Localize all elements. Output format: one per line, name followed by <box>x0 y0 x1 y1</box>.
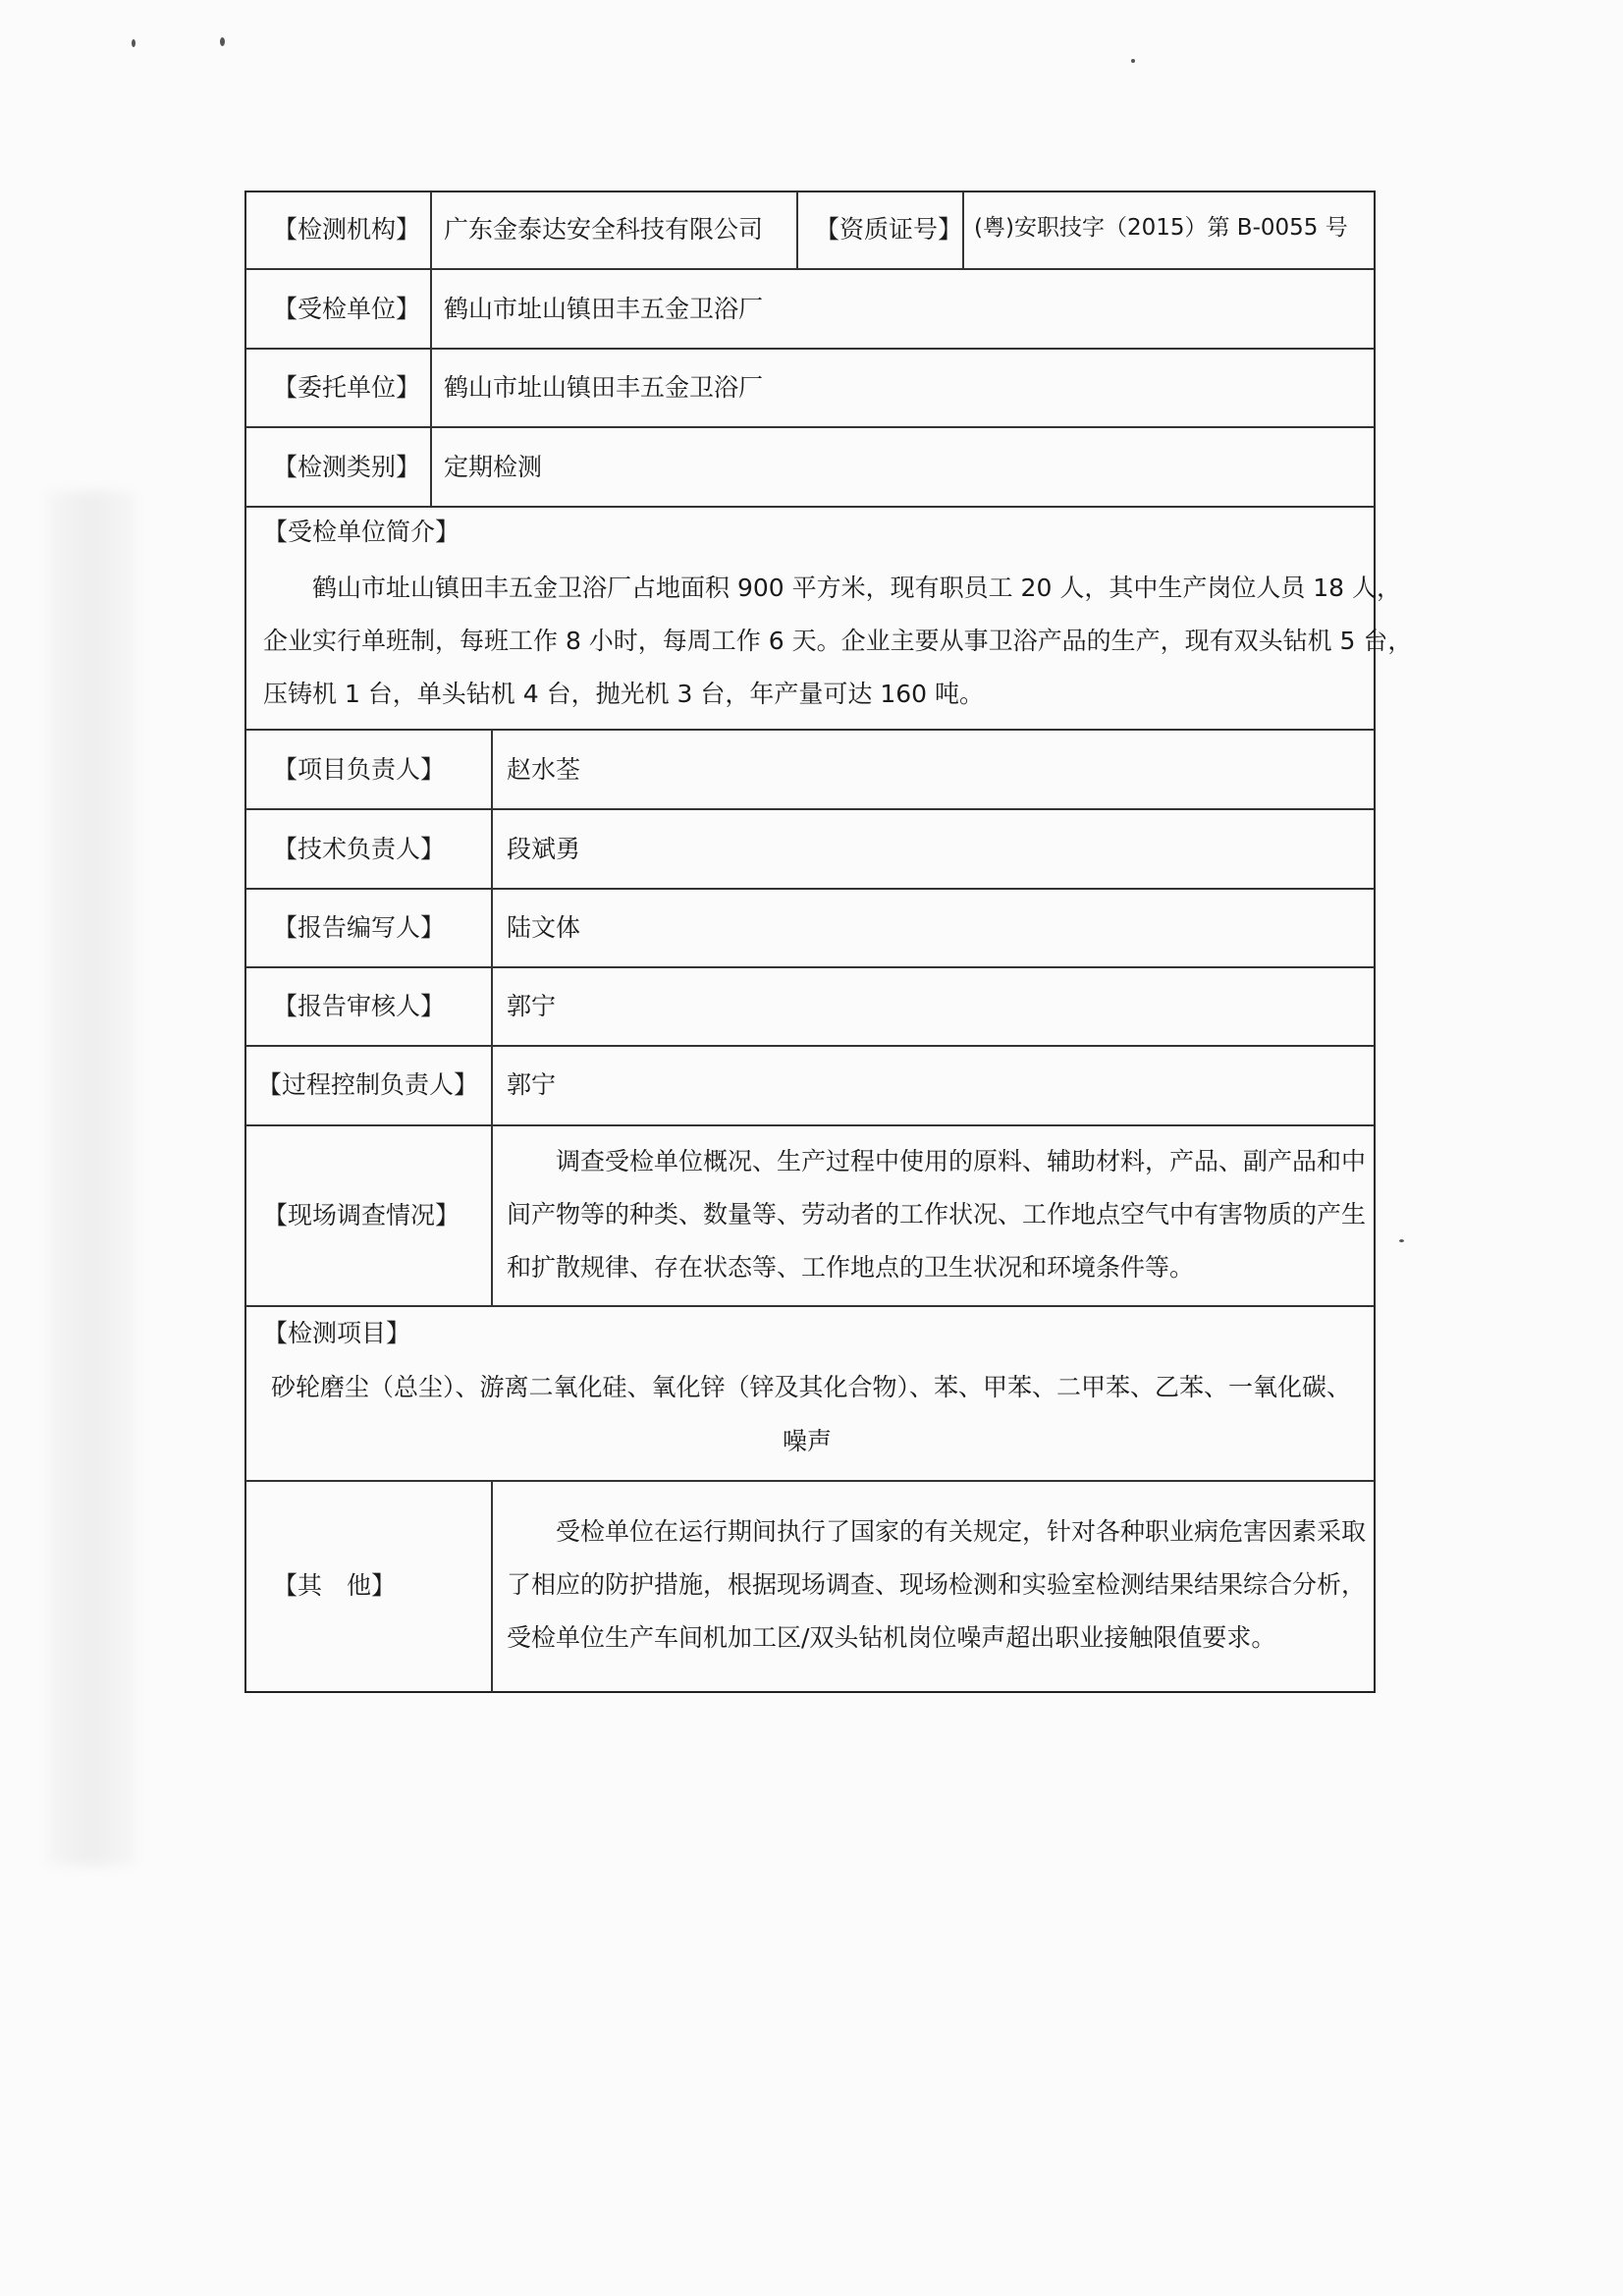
other-line-3: 受检单位生产车间机加工区/双头钻机岗位噪声超出职业接触限值要求。 <box>507 1623 1276 1652</box>
survey-label: 【现场调查情况】 <box>263 1201 460 1230</box>
qualification-value: (粤)安职技字（2015）第 B-0055 号 <box>974 215 1348 241</box>
qualification-label: 【资质证号】 <box>815 215 963 244</box>
institution-label: 【检测机构】 <box>273 215 421 244</box>
column-divider <box>491 1480 493 1692</box>
scan-speck <box>220 37 225 46</box>
row-divider <box>245 426 1375 428</box>
other-label: 【其 他】 <box>273 1571 397 1600</box>
column-divider <box>796 191 798 268</box>
project-lead-value: 赵水荃 <box>507 755 581 784</box>
row-divider <box>245 966 1375 968</box>
intro-line-1: 鹤山市址山镇田丰五金卫浴厂占地面积 900 平方米，现有职员工 20 人，其中生产岗位人员 18 人， <box>312 574 1402 602</box>
row-divider <box>245 1045 1375 1047</box>
inspected-unit-label: 【受检单位】 <box>273 295 421 323</box>
entrusting-unit-value: 鹤山市址山镇田丰五金卫浴厂 <box>444 373 764 402</box>
survey-line-3: 和扩散规律、存在状态等、工作地点的卫生状况和环境条件等。 <box>507 1253 1195 1282</box>
institution-value: 广东金泰达安全科技有限公司 <box>444 215 764 244</box>
row-divider <box>245 268 1375 270</box>
category-label: 【检测类别】 <box>273 453 421 481</box>
reviewer-value: 郭宁 <box>507 992 557 1020</box>
row-divider <box>245 1124 1375 1126</box>
intro-label: 【受检单位简介】 <box>263 518 460 546</box>
survey-line-2: 间产物等的种类、数量等、劳动者的工作状况、工作地点空气中有害物质的产生 <box>507 1200 1367 1229</box>
scan-bleed-through <box>47 491 135 1866</box>
row-divider <box>245 729 1375 731</box>
row-divider <box>245 348 1375 350</box>
author-value: 陆文体 <box>507 913 581 942</box>
author-label: 【报告编写人】 <box>273 913 446 942</box>
row-divider <box>245 888 1375 890</box>
column-divider <box>962 191 964 268</box>
row-divider <box>245 808 1375 810</box>
items-line-2: 噪声 <box>783 1427 833 1455</box>
project-lead-label: 【项目负责人】 <box>273 755 446 784</box>
reviewer-label: 【报告审核人】 <box>273 992 446 1020</box>
inspected-unit-value: 鹤山市址山镇田丰五金卫浴厂 <box>444 295 764 323</box>
summary-table <box>244 191 1376 1693</box>
items-line-1: 砂轮磨尘（总尘）、游离二氧化硅、氧化锌（锌及其化合物）、苯、甲苯、二甲苯、乙苯、一氧化碳、 <box>271 1373 1352 1401</box>
row-divider <box>245 1305 1375 1307</box>
row-divider <box>245 1480 1375 1482</box>
other-line-1: 受检单位在运行期间执行了国家的有关规定，针对各种职业病危害因素采取 <box>556 1517 1367 1546</box>
scan-speck <box>1399 1239 1404 1242</box>
process-control-label: 【过程控制负责人】 <box>257 1070 479 1099</box>
tech-lead-value: 段斌勇 <box>507 835 581 863</box>
other-line-2: 了相应的防护措施，根据现场调查、现场检测和实验室检测结果结果综合分析， <box>507 1570 1367 1599</box>
category-value: 定期检测 <box>444 453 543 481</box>
intro-line-2: 企业实行单班制，每班工作 8 小时，每周工作 6 天。企业主要从事卫浴产品的生产，现有双头钻机 5 台， <box>263 627 1413 655</box>
row-divider <box>245 506 1375 508</box>
survey-line-1: 调查受检单位概况、生产过程中使用的原料、辅助材料，产品、副产品和中 <box>556 1147 1367 1175</box>
scan-speck <box>132 39 135 47</box>
intro-line-3: 压铸机 1 台，单头钻机 4 台，抛光机 3 台，年产量可达 160 吨。 <box>263 680 985 708</box>
column-divider <box>430 191 432 506</box>
entrusting-unit-label: 【委托单位】 <box>273 373 421 402</box>
tech-lead-label: 【技术负责人】 <box>273 835 446 863</box>
process-control-value: 郭宁 <box>507 1070 557 1099</box>
scan-speck <box>1131 59 1135 63</box>
column-divider <box>491 729 493 1305</box>
items-label: 【检测项目】 <box>263 1319 411 1347</box>
